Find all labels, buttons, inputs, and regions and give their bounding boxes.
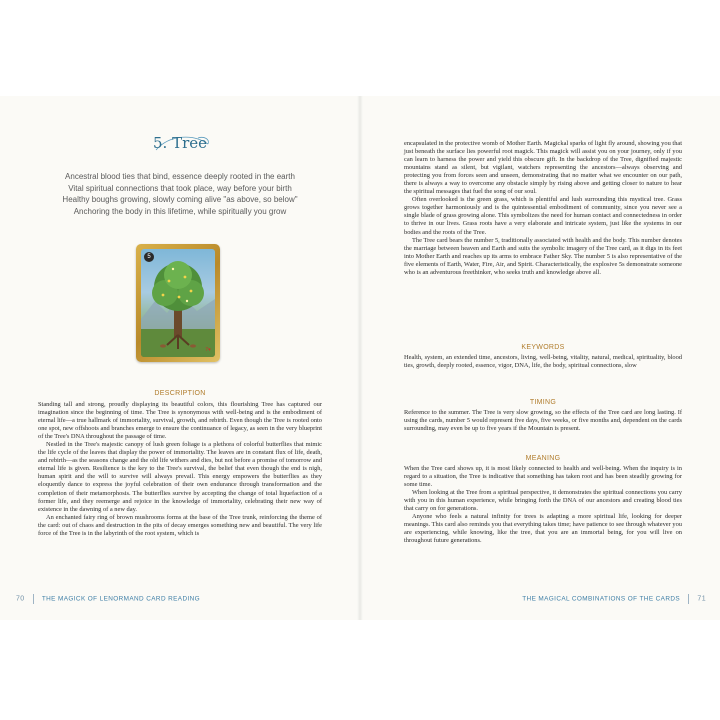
meaning-paragraph: Anyone who feels a natural infinity for trees is adapting a more spiritual life, looking for deeper meanings. This card also reminds you that everything takes time; have patience to see through whatever you are experiencing, while knowing, like the tree, that you are an immortal being, for you will live on throughout future generations. <box>404 513 682 545</box>
intro-paragraph: The Tree card bears the number 5, traditionally associated with health and the body. This number denotes the marriage between heaven and Earth and suits the symbolic imagery of the Tree card, as it digs in its feet into Mother Earth and reaches up its arms to embrace Father Sky. The number 5 is also representative of the five elements of Earth, Water, Fire, Air, and Spirit. Characteristically, the explosive 5s demonstrate someone who is an adventurous freethinker, who seeks truth and knowledge above all. <box>404 236 682 276</box>
meaning-paragraph: When the Tree card shows up, it is most likely connected to health and well-being. When the inquiry is in regard to a situation, the Tree is indicative that something has taken root and has been steadily growing for some time. <box>404 465 682 489</box>
description-paragraph: Standing tall and strong, proudly displaying its beautiful colors, this flourishing Tree has captured our imagination since the beginning of time. The Tree is synonymous with well-being and is the embodiment of eternal life—a true hallmark of immortality, survival, growth, and rebirth. Even though the Tree is rooted onto one spot, new offshoots and branches emerge to ensure the continuance of legacy, as seen in the very blueprint of the Tree's DNA throughout the passage of time. <box>38 401 322 441</box>
card-corner-label: 7♥ <box>205 347 211 353</box>
card-number-badge: 5 <box>144 252 154 262</box>
poem-line: Anchoring the body in this lifetime, while spiritually you grow <box>73 206 287 216</box>
description-heading: DESCRIPTION <box>154 390 206 397</box>
right-page <box>360 96 720 620</box>
page-number: 70 <box>16 595 25 603</box>
card-artwork <box>141 249 215 357</box>
tree-illustration <box>141 249 215 357</box>
timing-text <box>404 409 682 433</box>
left-footer <box>16 594 200 604</box>
timing-heading: TIMING <box>529 399 557 406</box>
intro-paragraph: Often overlooked is the green grass, which is plentiful and lush surrounding this mystical tree. Grass grows together harmoniously and is the quintessential embodiment of community, since you never see a single blade of grass growing alone. This symbolizes the need for human contact and connectedness in order to thrive in our lives. Grass roots have a very elaborate and intricate system, just like the systems in our bodies and the roots of the Tree. <box>404 196 682 236</box>
description-paragraph: Nestled in the Tree's majestic canopy of lush green foliage is a plethora of colorful butterflies that mimic the life cycle of the leaves that display the power of immortality. The leaves are in constant flux of life, death, and rebirth—as the seasons change and the old life withers and dies, but not before a promise of tomorrow and eternal life is given. Resilience is the key to the Tree's survival, the belief that even though the end is nigh, human spirit and the will to survive will always prevail. This energy empowers the butterflies as they eloquently dance to express the joyful celebration of their own endurance through transformation and the completion of their metamorphosis. The butterflies survive by accepting the change of total liquefaction of a former life, and they reemerge and rejoice in the knowledge of immortality, celebrating their new way of existence in the dawning of a new day. <box>38 441 322 513</box>
book-spread <box>0 96 720 620</box>
description-text <box>38 401 322 538</box>
tree-card-image <box>136 244 220 362</box>
keywords-paragraph: Health, system, an extended time, ancestors, living, well-being, vitality, natural, medical, spirituality, blood ties, growth, deeply rooted, essence, vigor, DNA, life, the body, spiritual connections, slow <box>404 354 682 370</box>
running-title: THE MAGICK OF LENORMAND CARD READING <box>41 595 201 603</box>
meaning-heading: MEANING <box>525 455 561 462</box>
page-number: 71 <box>697 595 706 603</box>
chapter-title: 5. Tree <box>152 134 207 152</box>
poem-line: Ancestral blood ties that bind, essence deeply rooted in the earth <box>65 172 295 181</box>
left-page <box>0 96 360 620</box>
footer-divider <box>688 594 689 604</box>
intro-paragraph: encapsulated in the protective womb of Mother Earth. Magickal sparks of light fly around, showing you that just beneath the surface lies powerful root magick. This magick will assist you on your journey, only if you can learn to harness the power and yield this obscure gift. In the backdrop of the Tree, dignified majestic mountains stand as silent, but vigilant, watchers representing the ancestors—always observing and protecting you from forces seen and unseen, demonstrating that no matter what we encounter on our path, there is always a way to overcome any obstacle simply by rising above and getting closer to nature to hear the spiritual messages that fuel the song of our soul. <box>404 140 682 196</box>
keywords-heading: KEYWORDS <box>521 344 565 351</box>
timing-paragraph: Reference to the summer. The Tree is very slow growing, so the effects of the Tree card are long lasting. If using the cards, number 5 would represent five days, five weeks, or five months and, dependent on the cards surrounding, may even be up to five years if the Mountain is present. <box>404 409 682 433</box>
poem-line: Vital spiritual connections that took place, way before your birth <box>68 183 292 193</box>
meaning-text <box>404 465 682 545</box>
running-title: THE MAGICAL COMBINATIONS OF THE CARDS <box>522 595 681 603</box>
poem <box>0 171 360 217</box>
right-footer <box>522 594 706 604</box>
keywords-text <box>404 354 682 370</box>
intro-text <box>404 140 682 277</box>
meaning-paragraph: When looking at the Tree from a spiritual perspective, it demonstrates the spiritual connections you carry with you in this human experience, while bringing forth the DNA of our ancestors and creating blood ties that carry on for generations. <box>404 489 682 513</box>
poem-line: Healthy boughs growing, slowly coming alive "as above, so below" <box>62 195 298 204</box>
description-paragraph: An enchanted fairy ring of brown mushrooms forms at the base of the Tree trunk, reinforcing the theme of the card: out of chaos and destruction in the pits of decay emerges something new and beautiful. The very life force of the Tree is in the labyrinth of the root system, which is <box>38 513 322 537</box>
footer-divider <box>33 594 34 604</box>
